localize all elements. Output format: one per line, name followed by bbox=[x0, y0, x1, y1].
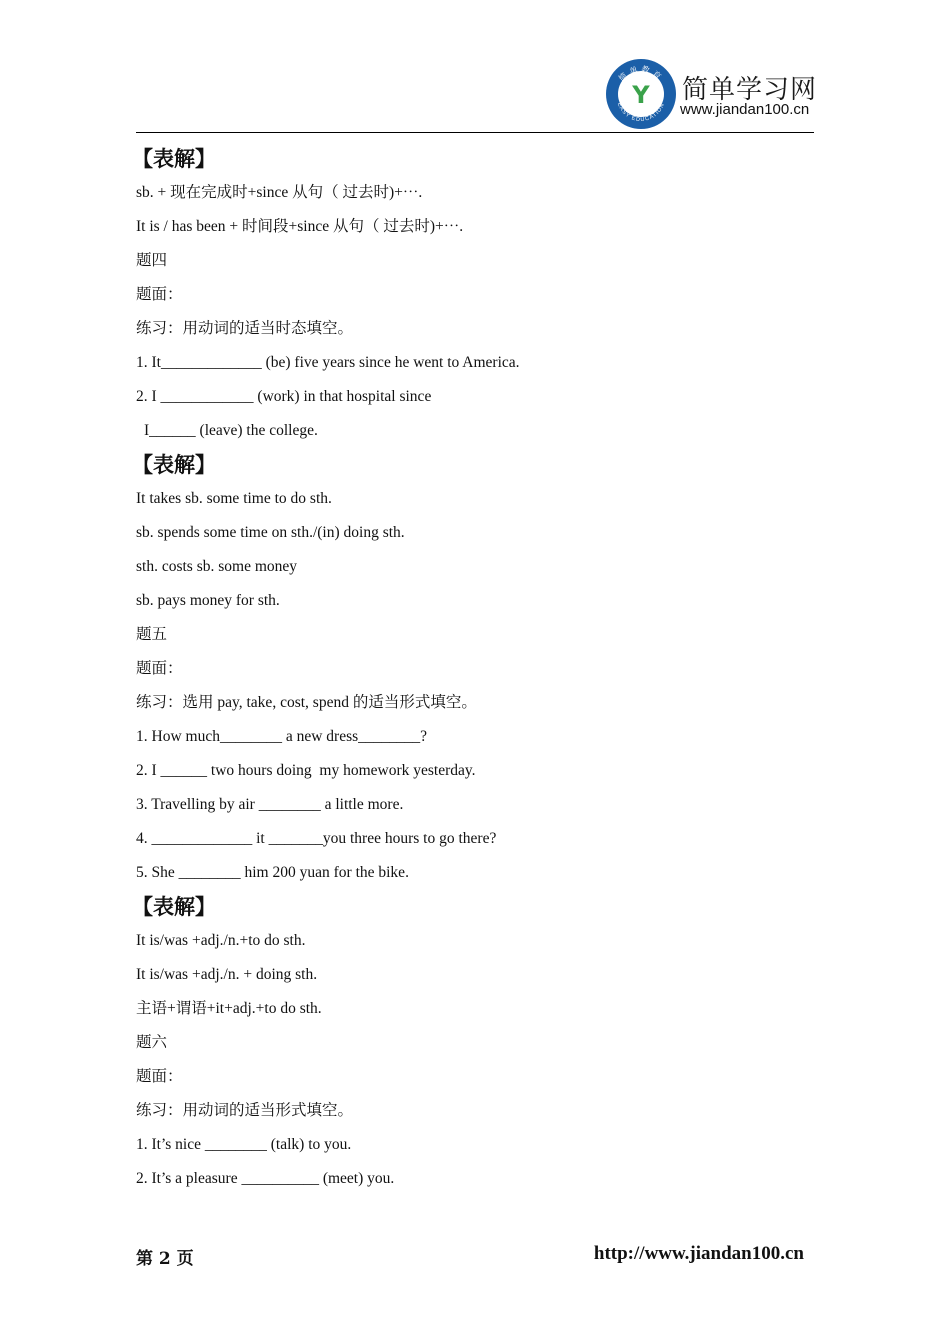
text-line: 1. How much________ a new dress________? bbox=[136, 728, 428, 745]
text-line: It is/was +adj./n.+to do sth. bbox=[136, 932, 306, 949]
text-line: It takes sb. some time to do sth. bbox=[136, 490, 332, 507]
text-line: 2. I ______ two hours doing my homework yesterday. bbox=[136, 762, 476, 779]
text-line: 1. It’s nice ________ (talk) to you. bbox=[136, 1136, 352, 1153]
logo-badge bbox=[606, 59, 676, 129]
text-line: I______ (leave) the college. bbox=[144, 422, 318, 439]
site-logo bbox=[606, 59, 816, 131]
text-line: 主语+谓语+it+adj.+to do sth. bbox=[136, 1000, 322, 1017]
text-line: sb. + 现在完成时+since 从句（ 过去时)+⋯. bbox=[136, 184, 423, 201]
text-line: 练习：用动词的适当时态填空。 bbox=[136, 320, 354, 337]
text-line: 题五 bbox=[136, 626, 168, 643]
document-body bbox=[132, 142, 816, 1196]
text-line: sth. costs sb. some money bbox=[136, 558, 298, 575]
text-line: 题六 bbox=[136, 1034, 168, 1051]
text-line: It is/was +adj./n. + doing sth. bbox=[136, 966, 318, 983]
logo-url: www.jiandan100.cn bbox=[680, 101, 810, 118]
text-line: 2. I ____________ (work) in that hospital since bbox=[136, 388, 432, 405]
logo-chinese-name: 简单学习网 bbox=[682, 75, 818, 105]
seedling-icon bbox=[606, 59, 676, 129]
text-line: 题面： bbox=[136, 1068, 183, 1085]
text-line: 练习：选用 pay, take, cost, spend 的适当形式填空。 bbox=[136, 694, 477, 711]
section-heading: 【表解】 bbox=[132, 895, 216, 919]
text-line: 3. Travelling by air ________ a little more. bbox=[136, 796, 404, 813]
text-line: 5. She ________ him 200 yuan for the bike. bbox=[136, 864, 409, 881]
text-line: 题面： bbox=[136, 286, 183, 303]
badge-bottom-text: EASY EDUCATION bbox=[615, 101, 667, 124]
text-line: 题四 bbox=[136, 252, 168, 269]
badge-letter: Y bbox=[632, 81, 650, 109]
text-line: sb. spends some time on sth./(in) doing sth. bbox=[136, 524, 405, 541]
section-heading: 【表解】 bbox=[132, 147, 216, 171]
text-line: sb. pays money for sth. bbox=[136, 592, 280, 609]
text-line: 题面： bbox=[136, 660, 183, 677]
text-line: It is / has been + 时间段+since 从句（ 过去时)+⋯. bbox=[136, 218, 464, 235]
text-line: 1. It_____________ (be) five years since he went to America. bbox=[136, 354, 520, 371]
section-heading: 【表解】 bbox=[132, 453, 216, 477]
header-divider bbox=[136, 132, 814, 133]
text-line: 练习：用动词的适当形式填空。 bbox=[136, 1102, 354, 1119]
text-line: 4. _____________ it _______you three hours to go there? bbox=[136, 830, 497, 847]
badge-top-text: 简单教育 bbox=[617, 64, 665, 84]
page-number: 第 2 页 bbox=[136, 1249, 194, 1269]
text-line: 2. It’s a pleasure __________ (meet) you. bbox=[136, 1170, 395, 1187]
footer-url[interactable]: http://www.jiandan100.cn bbox=[593, 1243, 804, 1264]
